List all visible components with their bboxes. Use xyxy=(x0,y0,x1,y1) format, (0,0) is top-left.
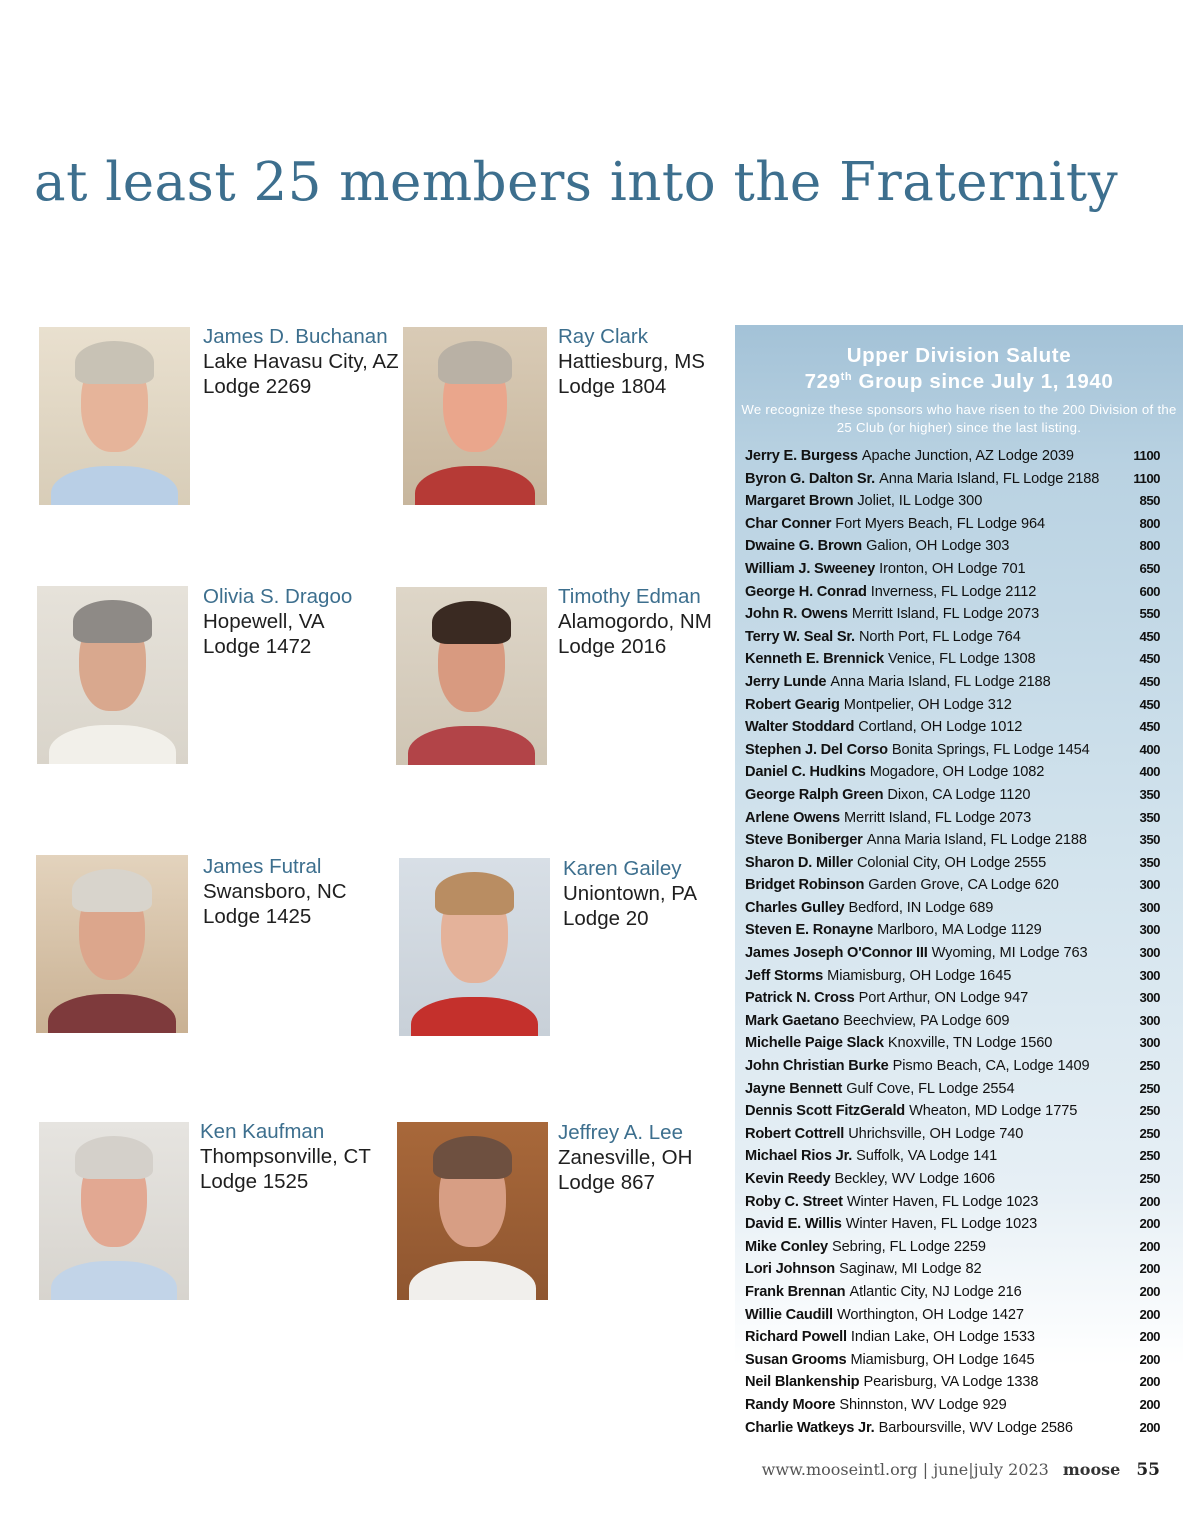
salute-group-suffix: th xyxy=(840,371,853,384)
member-name: Ken Kaufman xyxy=(200,1120,325,1143)
member-lodge: Lodge 2269 xyxy=(203,375,312,398)
sponsor-location: Indian Lake, OH Lodge 1533 xyxy=(850,1329,1035,1346)
sponsor-name: David E. Willis xyxy=(745,1216,842,1233)
sponsor-location: Miamisburg, OH Lodge 1645 xyxy=(850,1351,1035,1368)
sponsor-count: 550 xyxy=(1139,606,1160,622)
sponsor-count: 800 xyxy=(1139,538,1160,554)
sponsor-name: Frank Brennan xyxy=(745,1283,846,1300)
sponsor-count: 250 xyxy=(1139,1058,1160,1074)
sponsor-location: Anna Maria Island, FL Lodge 2188 xyxy=(879,470,1100,487)
sponsor-count: 300 xyxy=(1139,922,1160,938)
sponsor-location: Barboursville, WV Lodge 2586 xyxy=(878,1419,1073,1436)
sponsor-row xyxy=(745,626,1173,649)
sponsor-location: Galion, OH Lodge 303 xyxy=(866,538,1010,555)
sponsor-count: 350 xyxy=(1139,832,1160,848)
member-name: James D. Buchanan xyxy=(203,325,388,348)
sponsor-location: Miamisburg, OH Lodge 1645 xyxy=(827,967,1012,984)
member-name: James Futral xyxy=(203,855,322,878)
member-photo xyxy=(39,327,190,505)
salute-group-number: 729 xyxy=(804,370,841,393)
sponsor-row xyxy=(745,1236,1173,1259)
footer-brand: moose xyxy=(1062,1460,1121,1479)
sponsor-name: James Joseph O'Connor III xyxy=(745,945,928,962)
member-city: Lake Havasu City, AZ xyxy=(203,350,399,373)
sponsor-name: John Christian Burke xyxy=(745,1058,889,1075)
sponsor-location: Montpelier, OH Lodge 312 xyxy=(843,696,1012,713)
sponsor-name: Michael Rios Jr. xyxy=(745,1148,853,1165)
member-city: Zanesville, OH xyxy=(558,1146,693,1169)
sponsor-row xyxy=(745,558,1173,581)
member-lodge: Lodge 1425 xyxy=(203,905,312,928)
member-photo xyxy=(397,1122,548,1300)
sponsor-count: 600 xyxy=(1139,583,1160,599)
member-name: Jeffrey A. Lee xyxy=(558,1121,683,1144)
sponsor-name: Jerry E. Burgess xyxy=(745,448,858,464)
member-lodge: Lodge 1472 xyxy=(203,635,312,658)
sponsor-name: Patrick N. Cross xyxy=(745,990,855,1007)
sponsor-location: Mogadore, OH Lodge 1082 xyxy=(869,764,1045,781)
sponsor-name: Charlie Watkeys Jr. xyxy=(745,1419,875,1436)
sponsor-location: Dixon, CA Lodge 1120 xyxy=(887,786,1031,803)
sponsor-list xyxy=(745,445,1173,1439)
sponsor-name: Dennis Scott FitzGerald xyxy=(745,1103,906,1120)
sponsor-location: Ironton, OH Lodge 701 xyxy=(879,560,1026,577)
sponsor-name: Mike Conley xyxy=(745,1238,828,1255)
sponsor-location: Beckley, WV Lodge 1606 xyxy=(834,1171,996,1187)
sponsor-name: Jerry Lunde xyxy=(745,673,827,690)
sponsor-count: 450 xyxy=(1139,719,1160,735)
sponsor-row xyxy=(745,919,1173,942)
sponsor-count: 250 xyxy=(1139,1148,1160,1164)
sponsor-location: North Port, FL Lodge 764 xyxy=(858,628,1021,645)
sponsor-row xyxy=(745,1123,1173,1146)
sponsor-count: 300 xyxy=(1139,945,1160,961)
sponsor-row xyxy=(745,1304,1173,1327)
sponsor-count: 200 xyxy=(1139,1283,1160,1299)
sponsor-location: Shinnston, WV Lodge 929 xyxy=(839,1396,1007,1413)
member-city: Thompsonville, CT xyxy=(200,1145,371,1168)
member-photo xyxy=(396,587,547,765)
sponsor-row xyxy=(745,1145,1173,1168)
sponsor-location: Uhrichsville, OH Lodge 740 xyxy=(848,1125,1024,1142)
sponsor-count: 200 xyxy=(1139,1419,1160,1435)
sponsor-location: Garden Grove, CA Lodge 620 xyxy=(868,877,1059,894)
sponsor-location: Winter Haven, FL Lodge 1023 xyxy=(845,1216,1038,1233)
sponsor-location: Bedford, IN Lodge 689 xyxy=(848,899,994,916)
sponsor-count: 300 xyxy=(1139,877,1160,893)
sponsor-count: 800 xyxy=(1139,515,1160,531)
sponsor-count: 450 xyxy=(1139,696,1160,712)
member-city: Swansboro, NC xyxy=(203,880,347,903)
sponsor-row xyxy=(745,468,1173,491)
salute-title: Upper Division Salute xyxy=(846,344,1072,367)
sponsor-count: 350 xyxy=(1139,786,1160,802)
sponsor-location: Atlantic City, NJ Lodge 216 xyxy=(849,1283,1022,1300)
member-name: Timothy Edman xyxy=(558,585,701,608)
sponsor-name: Kenneth E. Brennick xyxy=(745,651,884,668)
sponsor-count: 300 xyxy=(1139,967,1160,983)
sponsor-row xyxy=(745,739,1173,762)
sponsor-row xyxy=(745,1417,1173,1440)
sponsor-row xyxy=(745,1281,1173,1304)
sponsor-row xyxy=(745,581,1173,604)
sponsor-row xyxy=(745,761,1173,784)
sponsor-row xyxy=(745,784,1173,807)
sponsor-location: Inverness, FL Lodge 2112 xyxy=(870,583,1037,600)
sponsor-location: Colonial City, OH Lodge 2555 xyxy=(856,854,1047,871)
member-name: Ray Clark xyxy=(558,325,648,348)
sponsor-location: Sebring, FL Lodge 2259 xyxy=(832,1238,986,1255)
salute-group-title xyxy=(735,370,1183,394)
sponsor-location: Beechview, PA Lodge 609 xyxy=(843,1012,1010,1029)
sponsor-location: Wyoming, MI Lodge 763 xyxy=(931,945,1088,962)
member-lodge: Lodge 20 xyxy=(563,907,649,930)
sponsor-count: 300 xyxy=(1139,1012,1160,1028)
sponsor-name: Char Conner xyxy=(745,515,832,532)
sponsor-count: 250 xyxy=(1139,1125,1160,1141)
sponsor-row xyxy=(745,1100,1173,1123)
sponsor-row xyxy=(745,874,1173,897)
sponsor-name: Bridget Robinson xyxy=(745,877,865,894)
member-photo xyxy=(399,858,550,1036)
sponsor-count: 200 xyxy=(1139,1261,1160,1277)
member-photo xyxy=(37,586,188,764)
sponsor-location: Venice, FL Lodge 1308 xyxy=(888,651,1036,668)
footer-issue: june|july 2023 xyxy=(933,1460,1049,1479)
member-city: Uniontown, PA xyxy=(563,882,698,905)
sponsor-location: Marlboro, MA Lodge 1129 xyxy=(877,922,1042,939)
sponsor-location: Fort Myers Beach, FL Lodge 964 xyxy=(835,515,1046,532)
sponsor-name: Margaret Brown xyxy=(745,493,854,510)
sponsor-name: Jeff Storms xyxy=(745,967,824,984)
member-lodge: Lodge 867 xyxy=(558,1171,655,1194)
sponsor-row xyxy=(745,897,1173,920)
sponsor-row xyxy=(745,942,1173,965)
sponsor-row xyxy=(745,1349,1173,1372)
sponsor-location: Merritt Island, FL Lodge 2073 xyxy=(844,809,1032,826)
sponsor-name: George H. Conrad xyxy=(745,583,867,600)
sponsor-row xyxy=(745,648,1173,671)
footer-site: www.mooseintl.org xyxy=(761,1460,918,1479)
sponsor-row xyxy=(745,535,1173,558)
sponsor-count: 250 xyxy=(1139,1080,1160,1096)
sponsor-row xyxy=(745,445,1173,468)
sponsor-name: Steve Boniberger xyxy=(745,832,863,849)
sponsor-row xyxy=(745,1032,1173,1055)
sponsor-location: Anna Maria Island, FL Lodge 2188 xyxy=(830,673,1051,690)
sponsor-count: 350 xyxy=(1139,854,1160,870)
sponsor-name: Daniel C. Hudkins xyxy=(745,764,866,781)
sponsor-name: Randy Moore xyxy=(745,1396,836,1413)
sponsor-location: Anna Maria Island, FL Lodge 2188 xyxy=(866,832,1087,849)
sponsor-name: Jayne Bennett xyxy=(745,1080,843,1097)
sponsor-row xyxy=(745,987,1173,1010)
sponsor-row xyxy=(745,807,1173,830)
sponsor-name: Robert Cottrell xyxy=(745,1125,845,1142)
sponsor-location: Apache Junction, AZ Lodge 2039 xyxy=(861,448,1074,464)
sponsor-row xyxy=(745,716,1173,739)
sponsor-name: Willie Caudill xyxy=(745,1306,833,1323)
upper-division-salute-panel xyxy=(735,325,1183,1445)
sponsor-count: 200 xyxy=(1139,1216,1160,1232)
sponsor-name: William J. Sweeney xyxy=(745,560,876,577)
sponsor-name: Michelle Paige Slack xyxy=(745,1035,884,1052)
sponsor-count: 200 xyxy=(1139,1193,1160,1209)
sponsor-name: Neil Blankenship xyxy=(745,1374,860,1391)
member-name: Karen Gailey xyxy=(563,857,682,880)
member-lodge: Lodge 1804 xyxy=(558,375,667,398)
salute-intro: We recognize these sponsors who have risen to the 200 Division of the 25 Club (or higher) since the last listing. xyxy=(741,402,1177,435)
page-headline: at least 25 members into the Fraternity xyxy=(34,152,1119,213)
sponsor-row xyxy=(745,1258,1173,1281)
sponsor-location: Joliet, IL Lodge 300 xyxy=(857,493,983,510)
member-city: Alamogordo, NM xyxy=(558,610,712,633)
sponsor-name: Robert Gearig xyxy=(745,696,840,713)
sponsor-count: 300 xyxy=(1139,899,1160,915)
sponsor-count: 1100 xyxy=(1133,448,1160,463)
sponsor-count: 850 xyxy=(1139,493,1160,509)
sponsor-location: Bonita Springs, FL Lodge 1454 xyxy=(891,741,1090,758)
sponsor-row xyxy=(745,603,1173,626)
sponsor-count: 400 xyxy=(1139,764,1160,780)
sponsor-name: Charles Gulley xyxy=(745,899,845,916)
sponsor-count: 450 xyxy=(1139,628,1160,644)
sponsor-name: Susan Grooms xyxy=(745,1351,847,1368)
sponsor-location: Worthington, OH Lodge 1427 xyxy=(836,1306,1024,1323)
sponsor-count: 200 xyxy=(1139,1306,1160,1322)
sponsor-row xyxy=(745,513,1173,536)
sponsor-row xyxy=(745,1010,1173,1033)
member-city: Hattiesburg, MS xyxy=(558,350,705,373)
salute-group-rest: Group since July 1, 1940 xyxy=(852,370,1114,393)
page-number: 55 xyxy=(1136,1460,1160,1480)
sponsor-location: Port Arthur, ON Lodge 947 xyxy=(858,990,1029,1007)
page-footer: www.mooseintl.org | june|july 2023 moose 55 xyxy=(761,1460,1160,1480)
sponsor-location: Winter Haven, FL Lodge 1023 xyxy=(846,1193,1039,1210)
sponsor-count: 450 xyxy=(1139,673,1160,689)
sponsor-count: 350 xyxy=(1139,809,1160,825)
sponsor-row xyxy=(745,965,1173,988)
sponsor-location: Pearisburg, VA Lodge 1338 xyxy=(863,1374,1039,1391)
sponsor-name: Kevin Reedy xyxy=(745,1171,831,1187)
sponsor-location: Merritt Island, FL Lodge 2073 xyxy=(851,606,1040,623)
sponsor-row xyxy=(745,1168,1173,1191)
sponsor-name: Byron G. Dalton Sr. xyxy=(745,470,875,487)
sponsor-name: Sharon D. Miller xyxy=(745,854,853,871)
sponsor-count: 1100 xyxy=(1133,470,1160,486)
sponsor-count: 450 xyxy=(1139,651,1160,667)
sponsor-name: Roby C. Street xyxy=(745,1193,843,1210)
sponsor-name: Dwaine G. Brown xyxy=(745,538,863,555)
sponsor-row xyxy=(745,1191,1173,1214)
sponsor-location: Pismo Beach, CA, Lodge 1409 xyxy=(892,1058,1090,1075)
member-lodge: Lodge 1525 xyxy=(200,1170,309,1193)
sponsor-location: Cortland, OH Lodge 1012 xyxy=(858,719,1023,736)
sponsor-row xyxy=(745,694,1173,717)
sponsor-count: 250 xyxy=(1139,1103,1160,1119)
member-lodge: Lodge 2016 xyxy=(558,635,667,658)
sponsor-count: 200 xyxy=(1139,1351,1160,1367)
sponsor-row xyxy=(745,1213,1173,1236)
sponsor-row xyxy=(745,671,1173,694)
member-photo xyxy=(36,855,188,1033)
sponsor-count: 200 xyxy=(1139,1329,1160,1345)
sponsor-row xyxy=(745,1078,1173,1101)
sponsor-count: 200 xyxy=(1139,1396,1160,1412)
sponsor-row xyxy=(745,1055,1173,1078)
member-city: Hopewell, VA xyxy=(203,610,325,633)
sponsor-location: Gulf Cove, FL Lodge 2554 xyxy=(846,1080,1015,1097)
sponsor-name: Arlene Owens xyxy=(745,809,840,826)
sponsor-row xyxy=(745,829,1173,852)
sponsor-location: Knoxville, TN Lodge 1560 xyxy=(887,1035,1053,1052)
sponsor-row xyxy=(745,490,1173,513)
member-photo xyxy=(39,1122,189,1300)
sponsor-name: Lori Johnson xyxy=(745,1261,836,1278)
sponsor-count: 650 xyxy=(1139,560,1160,576)
sponsor-name: Steven E. Ronayne xyxy=(745,922,873,939)
sponsor-count: 250 xyxy=(1139,1171,1160,1186)
sponsor-name: George Ralph Green xyxy=(745,786,884,803)
sponsor-name: Richard Powell xyxy=(745,1329,847,1346)
sponsor-location: Suffolk, VA Lodge 141 xyxy=(856,1148,998,1165)
sponsor-name: Stephen J. Del Corso xyxy=(745,741,888,758)
sponsor-row xyxy=(745,852,1173,875)
sponsor-name: Walter Stoddard xyxy=(745,719,855,736)
sponsor-count: 300 xyxy=(1139,990,1160,1006)
sponsor-name: John R. Owens xyxy=(745,606,848,623)
sponsor-name: Terry W. Seal Sr. xyxy=(745,628,855,645)
sponsor-row xyxy=(745,1371,1173,1394)
sponsor-name: Mark Gaetano xyxy=(745,1012,840,1029)
sponsor-count: 200 xyxy=(1139,1238,1160,1254)
sponsor-count: 400 xyxy=(1139,741,1160,757)
sponsor-count: 200 xyxy=(1139,1374,1160,1390)
sponsor-count: 300 xyxy=(1139,1035,1160,1051)
sponsor-location: Saginaw, MI Lodge 82 xyxy=(839,1261,982,1278)
member-name: Olivia S. Dragoo xyxy=(203,585,353,608)
sponsor-row xyxy=(745,1326,1173,1349)
member-photo xyxy=(403,327,547,505)
sponsor-location: Wheaton, MD Lodge 1775 xyxy=(909,1103,1078,1120)
sponsor-row xyxy=(745,1394,1173,1417)
